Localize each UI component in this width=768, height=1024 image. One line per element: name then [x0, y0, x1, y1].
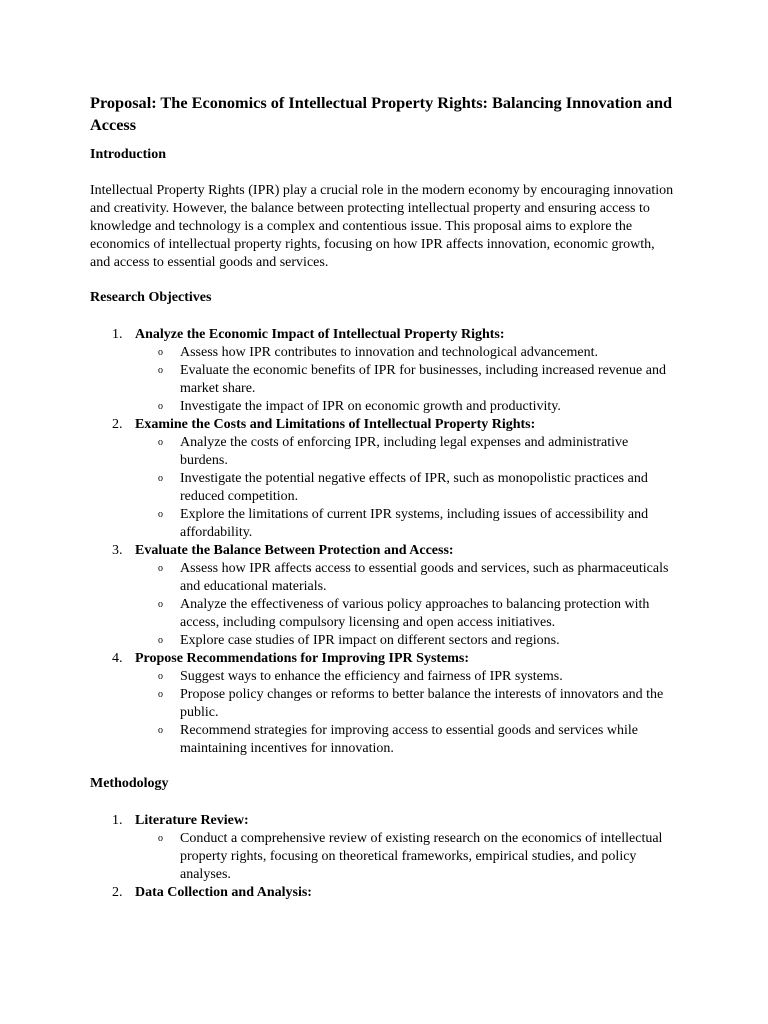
- bullet-list: [135, 830, 676, 884]
- bullet-circle-icon: o: [158, 563, 163, 574]
- methodology-item: [90, 884, 676, 902]
- bullet-text: Assess how IPR affects access to essential goods and services, such as pharmaceuticals and educational materials.: [180, 561, 669, 594]
- bullet-list: [135, 560, 676, 650]
- objective-title: Analyze the Economic Impact of Intellectual Property Rights:: [135, 327, 505, 342]
- bullet-text: Propose policy changes or reforms to better balance the interests of innovators and the public.: [180, 687, 664, 720]
- bullet-item: [135, 596, 676, 632]
- bullet-text: Explore the limitations of current IPR systems, including issues of accessibility and affordability.: [180, 507, 649, 540]
- bullet-item: [135, 470, 676, 506]
- bullet-circle-icon: o: [158, 635, 163, 646]
- list-number: 1.: [112, 327, 123, 342]
- introduction-paragraph: Intellectual Property Rights (IPR) play a crucial role in the modern economy by encouraging innovation and creativity. However, the balance between protecting intellectual property and ensuring access to knowledge and technology is a complex and contentious issue. This proposal aims to explore the economics of intellectual property rights, focusing on how IPR affects innovation, economic growth, and access to essential goods and services.: [90, 183, 674, 270]
- bullet-text: Analyze the costs of enforcing IPR, including legal expenses and administrative burdens.: [180, 435, 629, 468]
- objective-title: Propose Recommendations for Improving IPR Systems:: [135, 651, 470, 666]
- methodology-title: Data Collection and Analysis:: [135, 885, 312, 900]
- bullet-text: Suggest ways to enhance the efficiency and fairness of IPR systems.: [180, 669, 563, 684]
- methodology-list: [90, 812, 676, 902]
- objective-item: [90, 650, 676, 758]
- bullet-circle-icon: o: [158, 689, 163, 700]
- bullet-text: Evaluate the economic benefits of IPR for businesses, including increased revenue and market share.: [180, 363, 666, 396]
- bullet-item: [135, 398, 676, 416]
- bullet-circle-icon: o: [158, 599, 163, 610]
- bullet-circle-icon: o: [158, 671, 163, 682]
- bullet-item: [135, 632, 676, 650]
- bullet-text: Explore case studies of IPR impact on different sectors and regions.: [180, 633, 560, 648]
- objective-item: [90, 326, 676, 416]
- bullet-circle-icon: o: [158, 509, 163, 520]
- list-number: 3.: [112, 543, 123, 558]
- bullet-text: Assess how IPR contributes to innovation and technological advancement.: [180, 345, 598, 360]
- research-objectives-heading: Research Objectives: [90, 290, 212, 305]
- bullet-list: [135, 344, 676, 416]
- objective-item: [90, 542, 676, 650]
- objective-title: Examine the Costs and Limitations of Intellectual Property Rights:: [135, 417, 536, 432]
- list-number: 2.: [112, 417, 123, 432]
- bullet-circle-icon: o: [158, 401, 163, 412]
- document-page: [90, 92, 676, 902]
- methodology-heading: Methodology: [90, 776, 169, 791]
- bullet-item: [135, 506, 676, 542]
- bullet-circle-icon: o: [158, 365, 163, 376]
- bullet-text: Investigate the impact of IPR on economic growth and productivity.: [180, 399, 561, 414]
- bullet-list: [135, 668, 676, 758]
- bullet-item: [135, 722, 676, 758]
- bullet-list: [135, 434, 676, 542]
- bullet-circle-icon: o: [158, 437, 163, 448]
- bullet-circle-icon: o: [158, 725, 163, 736]
- bullet-text: Analyze the effectiveness of various policy approaches to balancing protection with access, including compulsory licensing and open access initiatives.: [180, 597, 650, 630]
- document-title: Proposal: The Economics of Intellectual Property Rights: Balancing Innovation and Access: [90, 93, 673, 134]
- bullet-circle-icon: o: [158, 473, 163, 484]
- list-number: 2.: [112, 885, 123, 900]
- bullet-text: Investigate the potential negative effects of IPR, such as monopolistic practices and reduced competition.: [180, 471, 648, 504]
- bullet-item: [135, 434, 676, 470]
- bullet-circle-icon: o: [158, 347, 163, 358]
- bullet-item: [135, 560, 676, 596]
- bullet-item: [135, 362, 676, 398]
- list-number: 1.: [112, 813, 123, 828]
- bullet-item: [135, 344, 676, 362]
- research-objectives-list: [90, 326, 676, 758]
- objective-title: Evaluate the Balance Between Protection and Access:: [135, 543, 454, 558]
- bullet-item: [135, 830, 676, 884]
- methodology-title: Literature Review:: [135, 813, 249, 828]
- bullet-item: [135, 686, 676, 722]
- bullet-text: Recommend strategies for improving access to essential goods and services while maintaining incentives for innovation.: [180, 723, 638, 756]
- introduction-heading: Introduction: [90, 147, 166, 162]
- list-number: 4.: [112, 651, 123, 666]
- bullet-circle-icon: o: [158, 833, 163, 844]
- objective-item: [90, 416, 676, 542]
- bullet-text: Conduct a comprehensive review of existing research on the economics of intellectual property rights, focusing on theoretical frameworks, empirical studies, and policy analyses.: [180, 831, 663, 882]
- bullet-item: [135, 668, 676, 686]
- methodology-item: [90, 812, 676, 884]
